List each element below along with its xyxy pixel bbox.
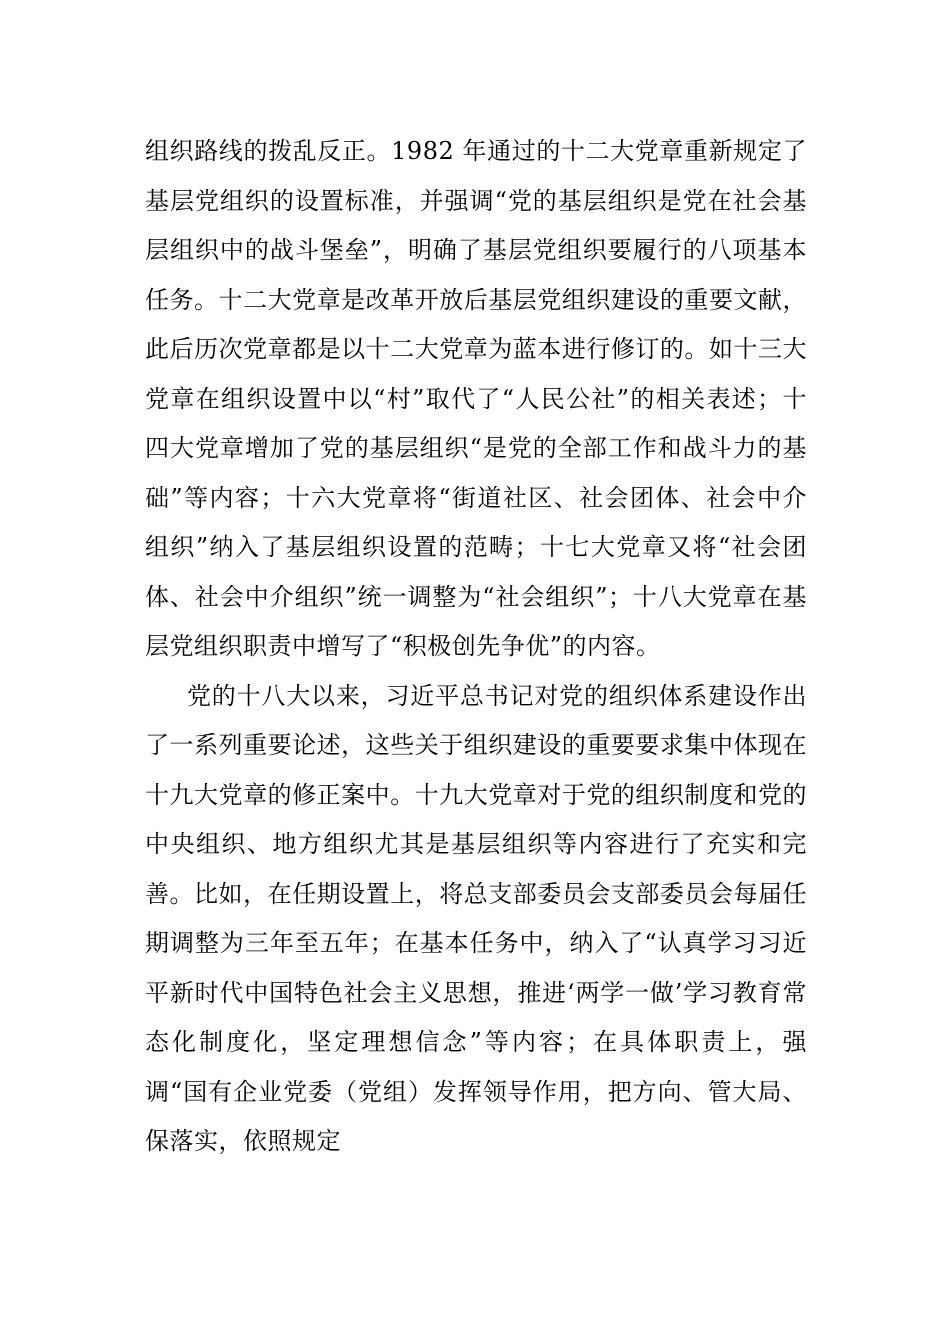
- paragraph-party-organization: 党的十八大以来，习近平总书记对党的组织体系建设作出了一系列重要论述，这些关于组织建设的重要要求集中体现在十九大党章的修正案中。十九大党章对于党的组织制度和党的中央组织、地方组织尤其是基层组织等内容进行了充实和完善。比如，在任期设置上，将总支部委员会支部委员会每届任期调整为三年至五年；在基本任务中，纳入了“认真学习习近平新时代中国特色社会主义思想，推进‘两学一做’学习教育常态化制度化，坚定理想信念”等内容；在具体职责上，强调“国有企业党委（党组）发挥领导作用，把方向、管大局、保落实，依照规定: [145, 681, 807, 1155]
- body-text: [145, 127, 807, 1167]
- paragraph-continuation: 组织路线的拨乱反正。1982 年通过的十二大党章重新规定了基层党组织的设置标准，并强调“党的基层组织是党在社会基层组织中的战斗堡垒”，明确了基层党组织要履行的八项基本任务。十二大党章是改革开放后基层党组织建设的重要文献，此后历次党章都是以十二大党章为蓝本进行修订的。如十三大党章在组织设置中以“村”取代了“人民公社”的相关表述；十四大党章增加了党的基层组织“是党的全部工作和战斗力的基础”等内容；十六大党章将“街道社区、社会团体、社会中介组织”纳入了基层组织设置的范畴；十七大党章又将“社会团体、社会中介组织”统一调整为“社会组织”；十八大党章在基层党组织职责中增写了“积极创先争优”的内容。: [145, 137, 807, 660]
